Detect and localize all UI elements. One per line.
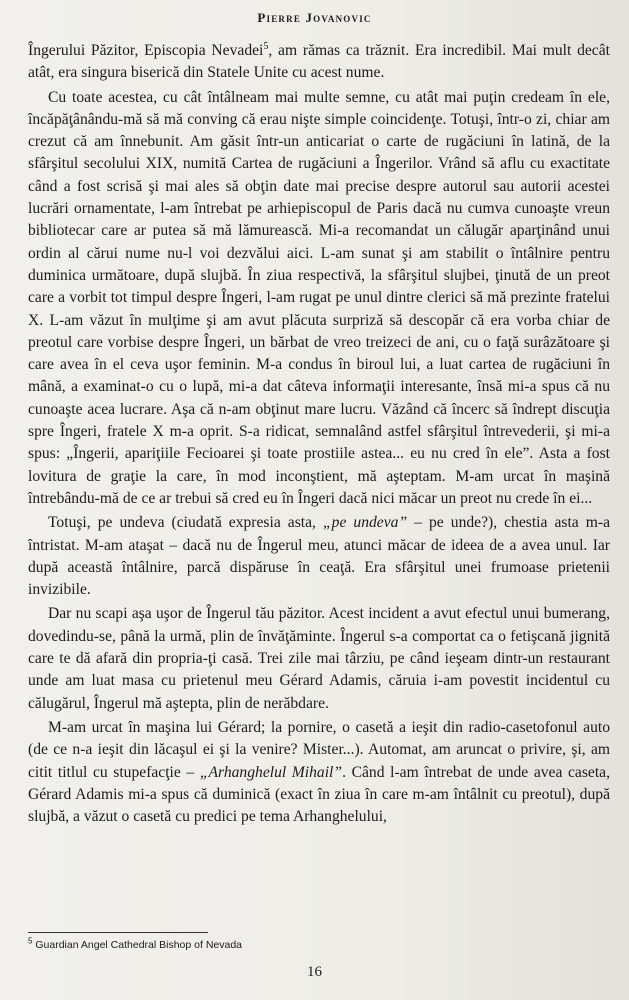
running-header: Pierre Jovanovic	[257, 10, 372, 25]
paragraph-3-italic: „pe undeva”	[322, 514, 408, 532]
paragraph-1-text-a: Îngerului Păzitor, Episcopia Nevadei	[28, 42, 264, 59]
footnote-reference: 5	[263, 40, 269, 52]
body-text	[28, 40, 610, 828]
footnote-number: 5	[28, 936, 33, 946]
paragraph-1	[28, 40, 610, 85]
paragraph-3	[28, 512, 610, 601]
paragraph-1-text-b: , am rămas ca trăznit. Era incredibil. Mai mult decât atât, era singura biserică din Statele Unite cu acest nume.	[28, 42, 610, 82]
paragraph-5	[28, 717, 610, 828]
footnote	[28, 936, 243, 951]
paragraph-5-italic: „Arhanghelul Mihail”	[199, 763, 343, 781]
footnote-divider	[28, 932, 208, 933]
paragraph-5-text-a: M-am urcat în maşina lui Gérard; la pornire, o casetă a ieşit din radio-casetofonul auto (de ce n-a ieşit din lăcaşul ei şi la venire? Mister...). Automat, am aruncat o privire, şi, am citit titlul cu stupefacţie –	[28, 718, 610, 781]
paragraph-5-text-b: . Când l-am întrebat de unde avea caseta, Gérard Adamis mi-a spus că duminică (exact în ziua în care m-am întâlnit cu preotul), după slujbă, a văzut o casetă cu predici pe tema Arhanghelului,	[28, 763, 610, 826]
paragraph-3-text-a: Totuşi, pe undeva (ciudată expresia asta,	[48, 514, 323, 532]
footnote-text: Guardian Angel Cathedral Bishop of Nevada	[32, 939, 243, 951]
paragraph-2: Cu toate acestea, cu cât întâlneam mai multe semne, cu atât mai puţin credeam în ele, încăpăţânându-mă să mă conving că erau nişte simple coincidenţe. Totuşi, într-o zi, chiar am crezut că am înnebunit. Am găsit într-un anticariat o carte de rugăciuni în latină, de la sfârşitul secolului XIX, numită Cartea de rugăciuni a Îngerilor. Vrând să aflu cu exactitate când a fost scrisă şi mai ales să obţin date mai precise despre autorul sau autorii acestei lucrări ornamentate, l-am întrebat pe arhiepiscopul de Paris dacă nu cumva cunoaşte vreun bibliotecar care ar putea să mă lămurească. Mi-a recomandat un călugăr aparţinând unui ordin al cărui nume nu-l voi dezvălui aici. L-am sunat şi am stabilit o întâlnire pentru duminica următoare, după slujbă. În ziua respectivă, la sfârşitul slujbei, ţinută de un preot care a vorbit tot timpul despre Îngeri, l-am rugat pe unul dintre clerici să mă prezinte fratelui X. L-am văzut în mulţime şi am avut plăcuta surpriză să descopăr că era vorba chiar de preotul care vorbise despre Îngeri, un bărbat de vreo treizeci de ani, cu o faţă surâzătoare şi care avea în el ceva uşor feminin. M-a condus în biroul lui, a luat cartea de rugăciuni în mână, a examinat-o cu o lupă, mi-a dat câteva informaţii interesante, însă mi-a spus că nu cunoaşte acea lucrare. Aşa că n-am obţinut mare lucru. Văzând că încerc să îndrept discuţia spre Îngeri, fratele X m-a oprit. S-a ridicat, semnalând astfel sfârşitul întrevederii, şi mi-a spus: „Îngerii, apariţiile Fecioarei şi toate prostiile astea... eu nu cred în ele”. Asta a fost lovitura de graţie la care, în mod inconştient, mă aşteptam. M-am urcat în maşină întrebându-mă de ce ar trebui să cred eu în Îngeri dacă nici măcar un preot nu crede în ei...	[28, 88, 610, 507]
page-number: 16	[307, 964, 322, 980]
paragraph-3-text-b: – pe unde?), chestia asta m-a întristat. M-am ataşat – dacă nu de Îngerul meu, atunci măcar de ideea de a avea unul. Iar după această întâlnire, parcă dispăruse în ceaţă. Era sfârşitul unei frumoase prietenii invizibile.	[28, 514, 611, 599]
paragraph-4: Dar nu scapi aşa uşor de Îngerul tău păzitor. Acest incident a avut efectul unui bumerang, dovedindu-se, până la urmă, plin de învăţăminte. Îngerul s-a comportat ca o fetişcană jignită care te dă afară din propria-ţi casă. Trei zile mai târziu, pe când ieşeam dintr-un restaurant unde am luat masa cu prietenul meu Gérard Adamis, căruia i-am povestit incidentul cu călugărul, Îngerul mă aştepta, plin de nerăbdare.	[28, 605, 610, 712]
